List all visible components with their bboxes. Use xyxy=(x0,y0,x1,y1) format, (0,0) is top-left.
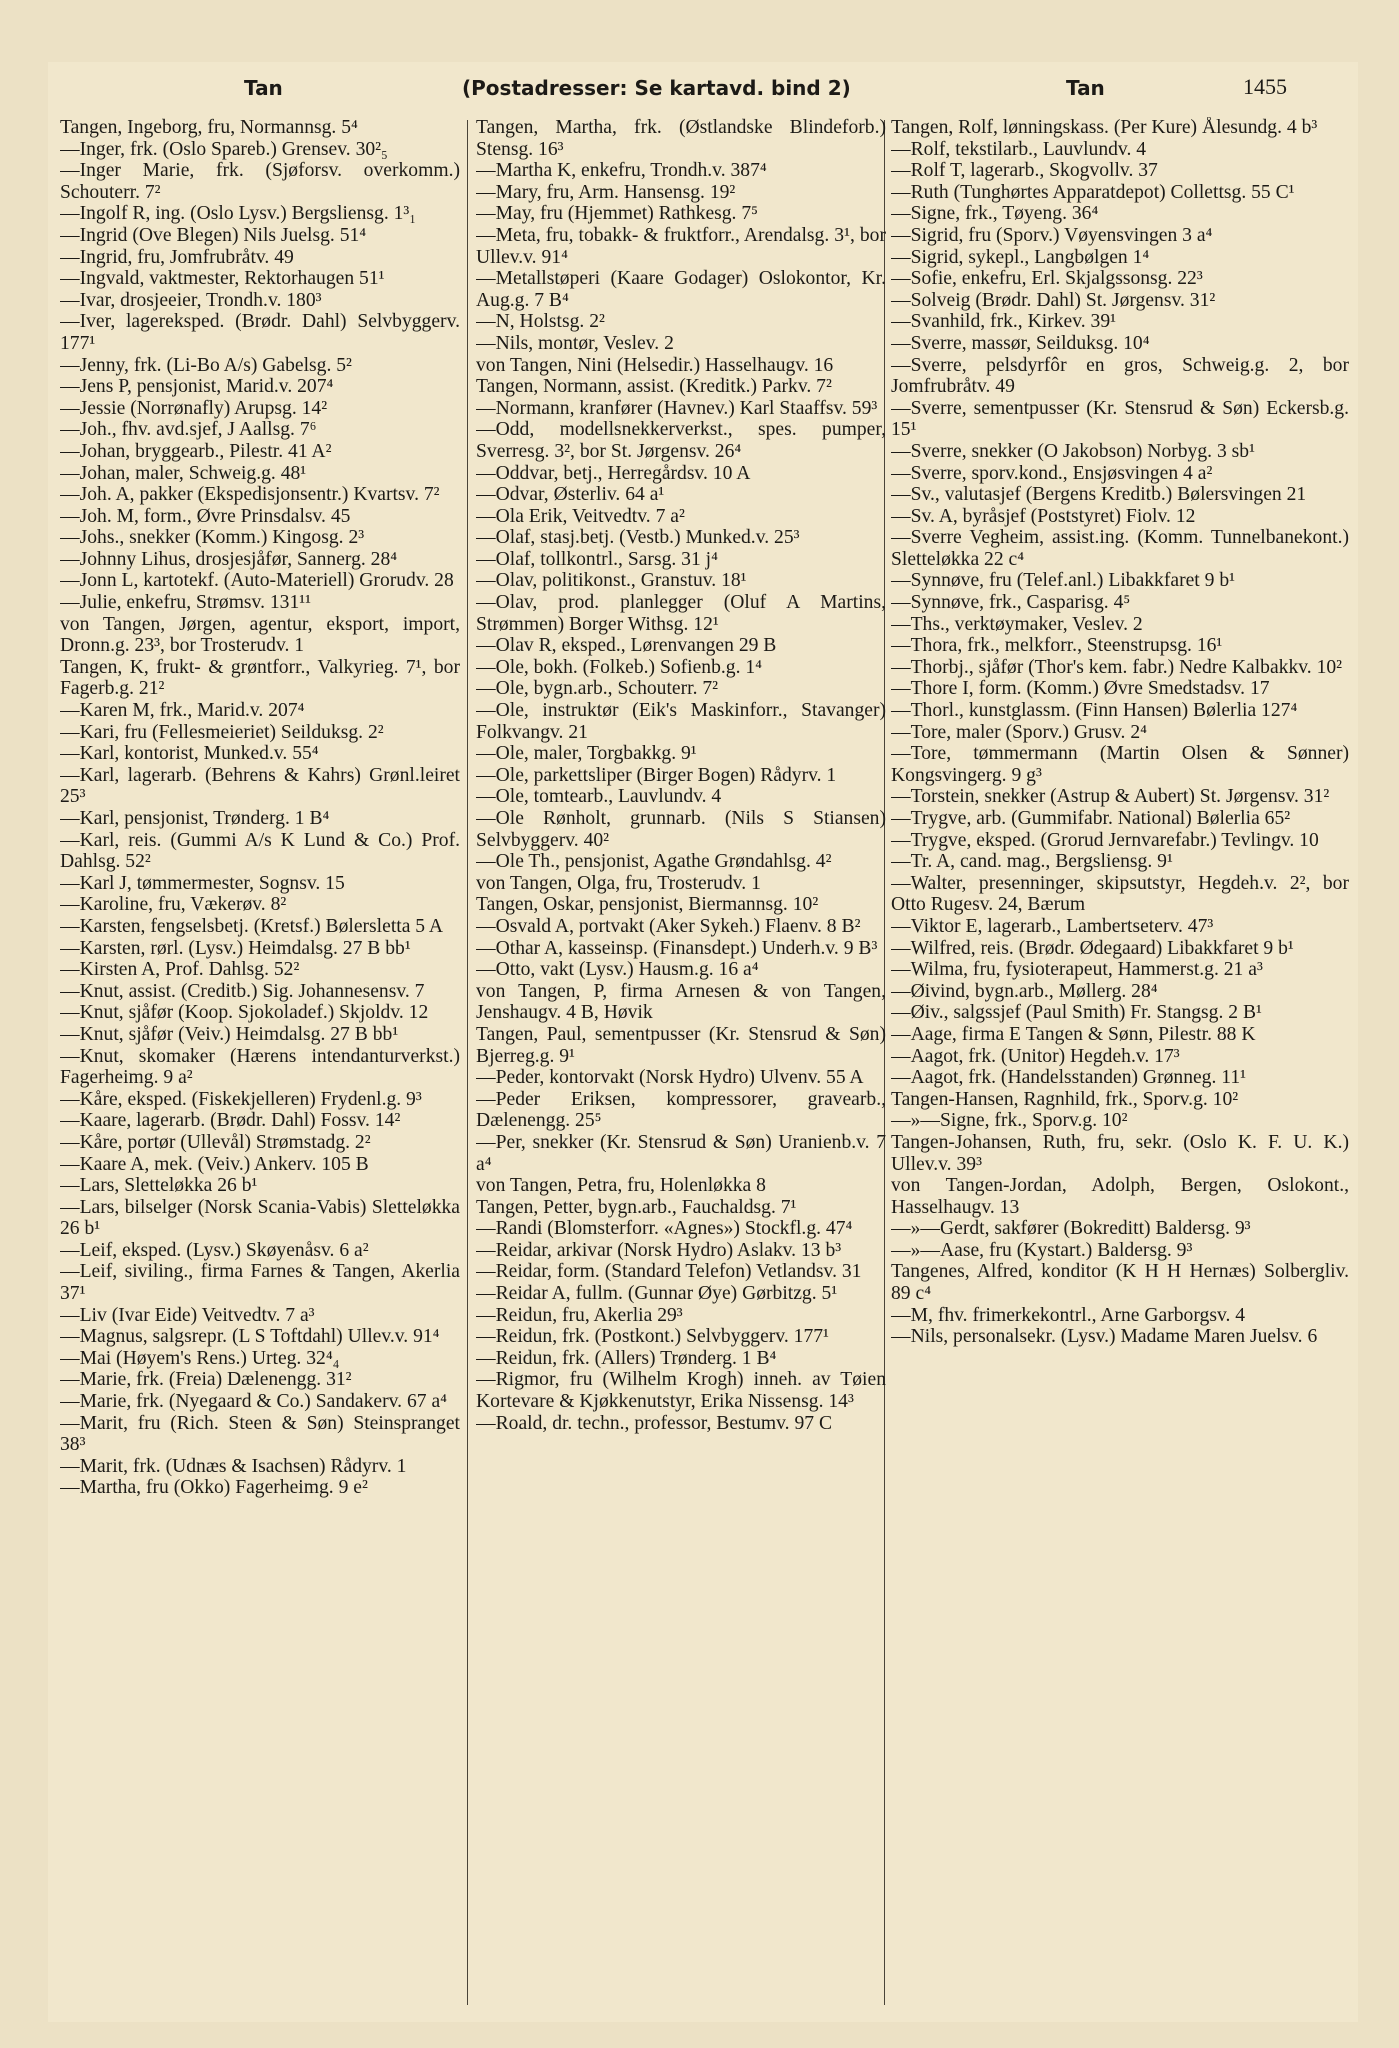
directory-entry: —Joh. M, form., Øvre Prinsdalsv. 45 xyxy=(60,505,351,527)
directory-entry: —N, Holstsg. 2² xyxy=(476,311,605,333)
directory-entry: —Synnøve, fru (Telef.anl.) Libakkfaret 9 b¹ xyxy=(891,570,1236,592)
directory-entry: —Reidun, frk. (Postkont.) Selvbyggerv. 177¹ xyxy=(476,1326,829,1348)
directory-entry: —Peder, kontorvakt (Norsk Hydro) Ulvenv. 55 A xyxy=(476,1067,864,1089)
directory-entry: —Inger Marie, frk. (Sjøforsv. overkomm.) Schouterr. 7² xyxy=(60,160,460,203)
directory-entry: —Karsten, rørl. (Lysv.) Heimdalsg. 27 B bb¹ xyxy=(60,937,411,959)
directory-entry: —Ole, parkettsliper (Birger Bogen) Rådyrv. 1 xyxy=(476,764,837,786)
directory-entry: —Ole, bygn.arb., Schouterr. 7² xyxy=(476,678,719,700)
directory-entry: —Marit, fru (Rich. Steen & Søn) Steinspranget 38³ xyxy=(60,1412,460,1456)
directory-entry: —Ole, bokh. (Folkeb.) Sofienb.g. 1⁴ xyxy=(476,656,763,678)
directory-entry: —Marie, frk. (Nyegaard & Co.) Sandakerv. 67 a⁴ xyxy=(60,1391,447,1413)
directory-entry: —Lars, bilselger (Norsk Scania-Vabis) Sletteløkka 26 b¹ xyxy=(60,1196,460,1240)
directory-entry: —Ola Erik, Veitvedtv. 7 a² xyxy=(476,505,685,527)
directory-entry: —Wilma, fru, fysioterapeut, Hammerst.g. 21 a³ xyxy=(891,959,1263,981)
directory-entry: —Kirsten A, Prof. Dahlsg. 52² xyxy=(60,959,300,981)
directory-entry: —Mai (Høyem's Rens.) Urteg. 32⁴₄ xyxy=(60,1347,340,1369)
directory-entry: —Leif, siviling., firma Farnes & Tangen, Akerlia 37¹ xyxy=(60,1261,460,1305)
directory-entry: —Nils, montør, Veslev. 2 xyxy=(476,332,674,354)
directory-page xyxy=(48,62,1358,2022)
directory-entry: —Sverre Vegheim, assist.ing. (Komm. Tunnelbanekont.) Sletteløkka 22 c⁴ xyxy=(891,527,1349,570)
directory-entry: —Odvar, Østerliv. 64 a¹ xyxy=(476,484,665,506)
directory-entry: —Oddvar, betj., Herregårdsv. 10 A xyxy=(476,462,751,484)
directory-entry: —Ole Rønholt, grunnarb. (Nils S Stiansen) Selvbyggerv. 40² xyxy=(476,808,886,851)
directory-entry: —Sverre, massør, Seilduksg. 10⁴ xyxy=(891,332,1150,354)
directory-entry: Tangen, Ingeborg, fru, Normannsg. 5⁴ xyxy=(60,117,358,138)
directory-entry: —Ingrid, fru, Jomfrubråtv. 49 xyxy=(60,246,294,268)
directory-entry: —Karsten, fengselsbetj. (Kretsf.) Bølersletta 5 A xyxy=(60,915,444,937)
directory-entry: —Knut, skomaker (Hærens intendanturverkst.) Fagerheimg. 9 a² xyxy=(60,1045,460,1089)
directory-entry: —»—Aase, fru (Kystart.) Baldersg. 9³ xyxy=(891,1239,1193,1261)
directory-entry: —Sv., valutasjef (Bergens Kreditb.) Bølersvingen 21 xyxy=(891,484,1307,506)
directory-entry: —Mary, fru, Arm. Hansensg. 19² xyxy=(476,181,736,203)
directory-entry: —Knut, sjåfør (Veiv.) Heimdalsg. 27 B bb¹ xyxy=(60,1023,399,1045)
directory-entry: —Lars, Sletteløkka 26 b¹ xyxy=(60,1175,258,1197)
directory-entry: —Olav, politikonst., Granstuv. 18¹ xyxy=(476,570,747,592)
directory-entry: —Martha K, enkefru, Trondh.v. 387⁴ xyxy=(476,160,767,182)
directory-entry: Tangen, Paul, sementpusser (Kr. Stensrud & Søn) Bjerreg.g. 9¹ xyxy=(476,1023,886,1067)
directory-entry: —Iver, lagereksped. (Brødr. Dahl) Selvbyggerv. 177¹ xyxy=(60,311,460,354)
directory-entry: —Synnøve, frk., Casparisg. 4⁵ xyxy=(891,592,1131,614)
directory-entry: —Inger, frk. (Oslo Spareb.) Grensev. 30²₅ xyxy=(60,138,388,160)
directory-entry: —Olav, prod. planlegger (Oluf A Martins, Strømmen) Borger Withsg. 12¹ xyxy=(476,592,886,635)
directory-entry: —Ingolf R, ing. (Oslo Lysv.) Bergsliensg. 1³₁ xyxy=(60,203,417,225)
directory-entry: —Thorbj., sjåfør (Thor's kem. fabr.) Nedre Kalbakkv. 10² xyxy=(891,656,1343,678)
directory-entry: —Aage, firma E Tangen & Sønn, Pilestr. 88 K xyxy=(891,1023,1256,1045)
directory-entry: —Marit, frk. (Udnæs & Isachsen) Rådyrv. 1 xyxy=(60,1455,407,1477)
directory-entry: —Per, snekker (Kr. Stensrud & Søn) Uranienb.v. 7 a⁴ xyxy=(476,1131,886,1175)
directory-entry: —Magnus, salgsrepr. (L S Toftdahl) Ullev.v. 91⁴ xyxy=(60,1326,440,1348)
directory-entry: —Sverre, sementpusser (Kr. Stensrud & Søn) Eckersb.g. 15¹ xyxy=(891,397,1349,441)
directory-entry: —Trygve, eksped. (Grorud Jernvarefabr.) Tevlingv. 10 xyxy=(891,829,1319,851)
directory-entry: —Knut, sjåfør (Koop. Sjokoladef.) Skjoldv. 12 xyxy=(60,1002,429,1024)
directory-entry: —Rolf T, lagerarb., Skogvollv. 37 xyxy=(891,160,1158,182)
directory-entry: —Torstein, snekker (Astrup & Aubert) St. Jørgensv. 31² xyxy=(891,786,1330,808)
directory-entry: —Trygve, arb. (Gummifabr. National) Bølerlia 65² xyxy=(891,808,1291,829)
directory-entry: —Reidar A, fullm. (Gunnar Øye) Gørbitzg. 5¹ xyxy=(476,1283,838,1305)
directory-entry: Tangen, Oskar, pensjonist, Biermannsg. 10² xyxy=(476,894,819,916)
directory-entry: —Othar A, kasseinsp. (Finansdept.) Underh.v. 9 B³ xyxy=(476,937,878,959)
directory-entry: —Ingrid (Ove Blegen) Nils Juelsg. 51⁴ xyxy=(60,224,367,246)
directory-entry: —Ruth (Tunghørtes Apparatdepot) Collettsg. 55 C¹ xyxy=(891,181,1295,203)
directory-entry: —Reidar, arkivar (Norsk Hydro) Aslakv. 13 b³ xyxy=(476,1239,842,1261)
column-divider xyxy=(467,120,468,2005)
directory-entry: —Knut, assist. (Creditb.) Sig. Johannesensv. 7 xyxy=(60,980,425,1002)
directory-entry: —Ole, tomtearb., Lauvlundv. 4 xyxy=(476,786,722,808)
directory-entry: —Karl J, tømmermester, Sognsv. 15 xyxy=(60,872,345,894)
directory-entry: —Ingvald, vaktmester, Rektorhaugen 51¹ xyxy=(60,268,385,290)
directory-entry: —Kari, fru (Fellesmeieriet) Seilduksg. 2² xyxy=(60,721,384,743)
directory-entry: —Sverre, sporv.kond., Ensjøsvingen 4 a² xyxy=(891,462,1213,484)
directory-entry: —Sverre, snekker (O Jakobson) Norbyg. 3 sb¹ xyxy=(891,440,1255,462)
directory-entry: Tangen, K, frukt- & grøntforr., Valkyrieg. 7¹, bor Fagerb.g. 21² xyxy=(60,656,460,700)
directory-entry: —Wilfred, reis. (Brødr. Ødegaard) Libakkfaret 9 b¹ xyxy=(891,937,1294,959)
directory-entry: —Randi (Blomsterforr. «Agnes») Stockfl.g. 47⁴ xyxy=(476,1218,853,1240)
directory-entry: —Thorl., kunstglassm. (Finn Hansen) Bølerlia 127⁴ xyxy=(891,700,1298,722)
directory-entry: —Sigrid, fru (Sporv.) Vøyensvingen 3 a⁴ xyxy=(891,224,1213,246)
directory-entry: —Karl, lagerarb. (Behrens & Kahrs) Grønl.leiret 25³ xyxy=(60,764,460,808)
directory-entry: —Marie, frk. (Freia) Dælenengg. 31² xyxy=(60,1369,352,1391)
directory-entry: —Sverre, pelsdyrfôr en gros, Schweig.g. 2, bor Jomfrubråtv. 49 xyxy=(891,354,1349,398)
column-1 xyxy=(60,117,460,2007)
header-right: Tan xyxy=(1066,76,1105,100)
directory-entry: —Kåre, eksped. (Fiskekjelleren) Frydenl.g. 9³ xyxy=(60,1088,422,1110)
directory-entry: —Ole Th., pensjonist, Agathe Grøndahlsg. 4² xyxy=(476,851,832,873)
directory-entry: Tangen, Normann, assist. (Kreditk.) Parkv. 7² xyxy=(476,376,832,398)
directory-entry: —Thore I, form. (Komm.) Øvre Smedstadsv. 17 xyxy=(891,678,1270,700)
directory-entry: —Martha, fru (Okko) Fagerheimg. 9 e² xyxy=(60,1477,368,1499)
directory-entry: —Julie, enkefru, Strømsv. 131¹¹ xyxy=(60,592,312,614)
column-3 xyxy=(891,117,1349,2007)
directory-entry: —Karl, pensjonist, Trønderg. 1 B⁴ xyxy=(60,808,330,829)
directory-entry: —Kaare, lagerarb. (Brødr. Dahl) Fossv. 14² xyxy=(60,1110,401,1132)
directory-entry: —Tr. A, cand. mag., Bergsliensg. 9¹ xyxy=(891,851,1173,873)
directory-entry: —Karl, kontorist, Munked.v. 55⁴ xyxy=(60,743,319,765)
directory-entry: —Øiv., salgssjef (Paul Smith) Fr. Stangsg. 2 B¹ xyxy=(891,1002,1262,1024)
page-header xyxy=(48,62,1358,122)
directory-entry: von Tangen, Olga, fru, Trosterudv. 1 xyxy=(476,872,761,894)
directory-entry: —Walter, presenninger, skipsutstyr, Hegdeh.v. 2², bor Otto Rugesv. 24, Bærum xyxy=(891,872,1349,916)
directory-entry: —Ole, maler, Torgbakkg. 9¹ xyxy=(476,743,697,765)
directory-entry: —Ths., verktøymaker, Veslev. 2 xyxy=(891,613,1143,635)
directory-entry: —Jonn L, kartotekf. (Auto-Materiell) Grorudv. 28 xyxy=(60,570,454,592)
directory-entry: —Karl, reis. (Gummi A/s K Lund & Co.) Prof. Dahlsg. 52² xyxy=(60,829,460,873)
directory-entry: —Reidun, fru, Akerlia 29³ xyxy=(476,1304,683,1326)
directory-entry: Tangen, Martha, frk. (Østlandske Blindeforb.) Stensg. 16³ xyxy=(476,117,886,160)
directory-entry: —Aagot, frk. (Unitor) Hegdeh.v. 17³ xyxy=(891,1045,1180,1067)
directory-entry: —Svanhild, frk., Kirkev. 39¹ xyxy=(891,311,1117,333)
directory-entry: —Tore, maler (Sporv.) Grusv. 2⁴ xyxy=(891,721,1147,743)
directory-entry: —Normann, kranfører (Havnev.) Karl Staaffsv. 59³ xyxy=(476,397,878,419)
directory-entry: von Tangen-Jordan, Adolph, Bergen, Oslokont., Hasselhaugv. 13 xyxy=(891,1175,1349,1218)
directory-entry: —Tore, tømmermann (Martin Olsen & Sønner) Kongsvingerg. 9 g³ xyxy=(891,743,1349,786)
directory-entry: —»—Gerdt, sakfører (Bokreditt) Baldersg. 9³ xyxy=(891,1218,1251,1240)
directory-entry: —Sigrid, sykepl., Langbølgen 1⁴ xyxy=(891,246,1150,268)
directory-entry: —Sv. A, byråsjef (Poststyret) Fiolv. 12 xyxy=(891,505,1196,527)
directory-entry: Tangen-Hansen, Ragnhild, frk., Sporv.g. 10² xyxy=(891,1088,1239,1110)
directory-entry: Tangenes, Alfred, konditor (K H H Hernæs) Solbergliv. 89 c⁴ xyxy=(891,1261,1349,1305)
directory-entry: —Ivar, drosjeeier, Trondh.v. 180³ xyxy=(60,289,322,311)
page-number: 1455 xyxy=(1243,74,1287,99)
directory-entry: Tangen, Rolf, lønningskass. (Per Kure) Ålesundg. 4 b³ xyxy=(891,117,1318,138)
directory-entry: von Tangen, P, firma Arnesen & von Tangen, Jenshaugv. 4 B, Høvik xyxy=(476,980,886,1024)
directory-entry: —Liv (Ivar Eide) Veitvedtv. 7 a³ xyxy=(60,1304,315,1326)
header-center: (Postadresser: Se kartavd. bind 2) xyxy=(462,76,851,100)
directory-entry: —Olaf, stasj.betj. (Vestb.) Munked.v. 25³ xyxy=(476,527,800,549)
directory-entry: —Johs., snekker (Komm.) Kingosg. 2³ xyxy=(60,527,365,549)
directory-entry: —Kaare A, mek. (Veiv.) Ankerv. 105 B xyxy=(60,1153,369,1175)
directory-entry: —Aagot, frk. (Handelsstanden) Grønneg. 11¹ xyxy=(891,1067,1247,1089)
directory-entry: —Johnny Lihus, drosjesjåfør, Sannerg. 28⁴ xyxy=(60,548,398,570)
directory-entry: von Tangen, Petra, fru, Holenløkka 8 xyxy=(476,1175,766,1197)
directory-entry: —Peder Eriksen, kompressorer, gravearb., Dælenengg. 25⁵ xyxy=(476,1088,886,1132)
directory-entry: —Ole, instruktør (Eik's Maskinforr., Stavanger) Folkvangv. 21 xyxy=(476,700,886,743)
directory-entry: —Rolf, tekstilarb., Lauvlundv. 4 xyxy=(891,138,1147,160)
directory-entry: —Karen M, frk., Marid.v. 207⁴ xyxy=(60,700,305,722)
directory-entry: —Joh. A, pakker (Ekspedisjonsentr.) Kvartsv. 7² xyxy=(60,484,440,506)
directory-entry: —Olaf, tollkontrl., Sarsg. 31 j⁴ xyxy=(476,548,718,570)
directory-entry: von Tangen, Nini (Helsedir.) Hasselhaugv. 16 xyxy=(476,354,834,376)
directory-entry: —Reidar, form. (Standard Telefon) Vetlandsv. 31 xyxy=(476,1261,862,1283)
directory-entry: —Sofie, enkefru, Erl. Skjalgssonsg. 22³ xyxy=(891,268,1203,290)
directory-entry: —Johan, bryggearb., Pilestr. 41 A² xyxy=(60,440,332,462)
column-2 xyxy=(476,117,886,2007)
directory-entry: —Meta, fru, tobakk- & fruktforr., Arendalsg. 3¹, bor Ullev.v. 91⁴ xyxy=(476,224,886,268)
directory-entry: —Thora, frk., melkforr., Steenstrupsg. 16¹ xyxy=(891,635,1223,657)
directory-entry: —Odd, modellsnekkerverkst., spes. pumper, Sverresg. 3², bor St. Jørgensv. 26⁴ xyxy=(476,419,886,462)
directory-entry: —May, fru (Hjemmet) Rathkesg. 7⁵ xyxy=(476,203,758,225)
directory-entry: —Olav R, eksped., Lørenvangen 29 B xyxy=(476,635,777,657)
directory-entry: —Johan, maler, Schweig.g. 48¹ xyxy=(60,462,307,484)
directory-entry: von Tangen, Jørgen, agentur, eksport, import, Dronn.g. 23³, bor Trosterudv. 1 xyxy=(60,613,460,657)
directory-entry: —Jessie (Norrønafly) Arupsg. 14² xyxy=(60,397,328,419)
directory-entry: —Nils, personalsekr. (Lysv.) Madame Maren Juelsv. 6 xyxy=(891,1326,1318,1348)
directory-entry: —Signe, frk., Tøyeng. 36⁴ xyxy=(891,203,1099,225)
directory-entry: —Jens P, pensjonist, Marid.v. 207⁴ xyxy=(60,376,334,398)
directory-entry: —Otto, vakt (Lysv.) Hausm.g. 16 a⁴ xyxy=(476,959,759,981)
directory-entry: Tangen, Petter, bygn.arb., Fauchaldsg. 7¹ xyxy=(476,1196,797,1218)
directory-entry: —Roald, dr. techn., professor, Bestumv. 97 C xyxy=(476,1412,833,1434)
directory-entry: —M, fhv. frimerkekontrl., Arne Garborgsv. 4 xyxy=(891,1304,1246,1326)
directory-entry: —Øivind, bygn.arb., Møllerg. 28⁴ xyxy=(891,980,1158,1002)
directory-entry: —Rigmor, fru (Wilhelm Krogh) inneh. av Tøien Kortevare & Kjøkkenutstyr, Erika Nissensg. 14³ xyxy=(476,1369,886,1413)
directory-entry: —Osvald A, portvakt (Aker Sykeh.) Flaenv. 8 B² xyxy=(476,915,861,937)
directory-entry: —Joh., fhv. avd.sjef, J Aallsg. 7⁶ xyxy=(60,419,317,441)
directory-entry: —Karoline, fru, Vækerøv. 8² xyxy=(60,894,287,916)
directory-entry: —Leif, eksped. (Lysv.) Skøyenåsv. 6 a² xyxy=(60,1239,369,1261)
directory-entry: —Kåre, portør (Ullevål) Strømstadg. 2² xyxy=(60,1131,371,1153)
directory-entry: —Viktor E, lagerarb., Lambertseterv. 47³ xyxy=(891,915,1214,937)
directory-entry: —»—Signe, frk., Sporv.g. 10² xyxy=(891,1110,1128,1132)
directory-entry: —Solveig (Brødr. Dahl) St. Jørgensv. 31² xyxy=(891,289,1216,311)
directory-entry: Tangen-Johansen, Ruth, fru, sekr. (Oslo K. F. U. K.) Ullev.v. 39³ xyxy=(891,1131,1349,1175)
directory-entry: —Jenny, frk. (Li-Bo A/s) Gabelsg. 5² xyxy=(60,354,352,376)
directory-entry: —Reidun, frk. (Allers) Trønderg. 1 B⁴ xyxy=(476,1347,777,1369)
header-left: Tan xyxy=(244,76,283,100)
directory-entry: —Metallstøperi (Kaare Godager) Oslokontor, Kr. Aug.g. 7 B⁴ xyxy=(476,268,886,311)
